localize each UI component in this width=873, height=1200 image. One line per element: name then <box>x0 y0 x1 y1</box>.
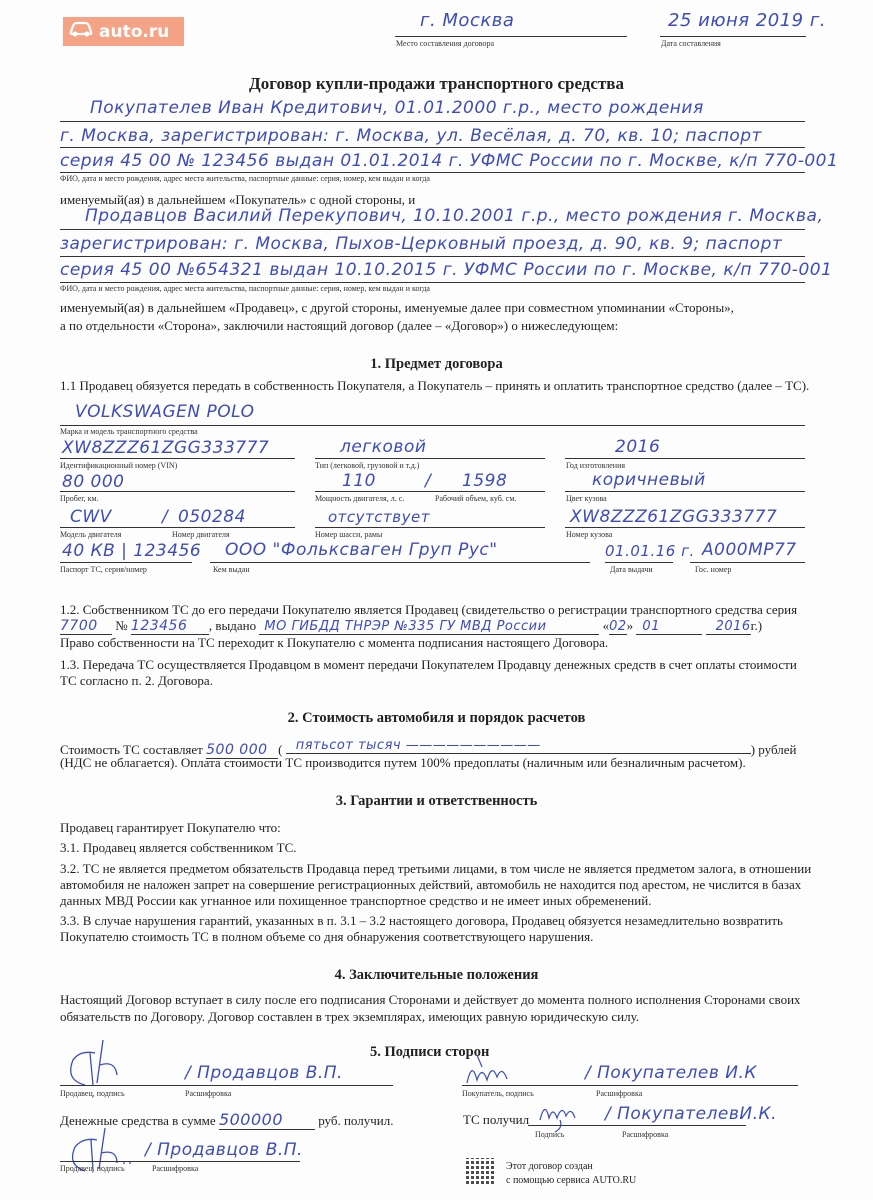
seller-name: / Продавцов В.П. <box>185 1063 343 1083</box>
money-suffix: руб. получил. <box>318 1113 394 1128</box>
page-title: Договор купли-продажи транспортного средства <box>249 74 624 93</box>
issued-label: , выдано <box>208 618 257 633</box>
buyer-line-3: серия 45 00 № 123456 выдан 01.01.2014 г. УФМС России по г. Москве, к/п 770-001 <box>60 151 839 171</box>
reg-issued-by: МО ГИБДД ТНРЭР №335 ГУ МВД России <box>259 619 599 635</box>
auto-ru-logo <box>63 17 184 46</box>
cost-label: Стоимость ТС составляет <box>60 742 203 757</box>
qr-code-icon <box>466 1158 494 1186</box>
year-label: Год изготовления <box>566 461 626 470</box>
reg-month: 01 <box>636 619 702 635</box>
body-color: коричневый <box>592 470 706 490</box>
buyer-name: / Покупателев И.К <box>585 1063 757 1083</box>
pts-number: 40 КВ | 123456 <box>62 541 202 561</box>
money-value: 500000 <box>219 1110 315 1130</box>
p-1-2-line-3: Право собственности на ТС переходит к Покупателю с момента подписания настоящего Договора. <box>60 635 609 650</box>
s4-line: Настоящий Договор вступает в силу после его подписания Сторонами и действует до момента полного исполнения Сторонами своих <box>60 992 801 1007</box>
seller-line-2: зарегистрирован: г. Москва, Пыхов-Церковный проезд, д. 90, кв. 9; паспорт <box>60 234 783 254</box>
section-3-heading: 3. Гарантии и ответственность <box>335 793 538 809</box>
seller-after-1: именуемый(ая) в дальнейшем «Продавец», с другой стороны, именуемые далее при совместном упоминании «Стороны», <box>60 300 734 315</box>
buyer-name-2: / ПокупателевИ.К. <box>605 1104 777 1124</box>
buyer-signature-label: Покупатель, подпись <box>462 1089 534 1098</box>
vehicle-type-label: Тип (легковой, грузовой и т.д.) <box>315 461 420 470</box>
vehicle-make: VOLKSWAGEN POLO <box>75 402 255 422</box>
engine-power-label: Мощность двигателя, л. с. <box>315 494 405 503</box>
place-label: Место составления договора <box>396 39 495 48</box>
pts-issuer: ООО "Фольксваген Груп Рус" <box>225 540 498 560</box>
vehicle-type: легковой <box>340 437 427 457</box>
cost-value: 500 000 <box>206 742 278 759</box>
section-2-heading: 2. Стоимость автомобиля и порядок расчетов <box>287 710 586 726</box>
footer-line-1: Этот договор создан <box>506 1161 593 1172</box>
separator: / <box>162 507 169 527</box>
s3-line: 3.2. ТС не является предметом обязательств Продавца перед третьими лицами, в том числе не является предметом залога, в отношении <box>60 861 812 876</box>
section-1-heading: 1. Предмет договора <box>370 356 503 372</box>
p-1-2-text: 1.2. Собственником ТС до его передачи Покупателю является Продавец (свидетельство о регистрации транспортного средства серия <box>60 602 798 617</box>
engine-model: CWV <box>70 507 112 527</box>
engine-number: 050284 <box>178 507 246 527</box>
seller-signature <box>55 1035 145 1090</box>
section-5-heading: 5. Подписи сторон <box>370 1044 490 1060</box>
p-1-2-line-2 <box>60 618 810 635</box>
quote-open: « <box>602 618 610 633</box>
decode-label: Расшифровка <box>596 1089 643 1098</box>
reg-year: 2016 <box>706 619 751 635</box>
cost-words: пятьсот тысяч —————————— <box>286 738 751 754</box>
s4-line: обязательств по Договору. Договор составлен в трех экземплярах, имеющих равную юридическую силу. <box>60 1009 640 1024</box>
s3-line: Покупателю стоимость ТС в полном объеме со дня обнаружения соответствующего нарушения. <box>60 929 594 944</box>
pts-label: Паспорт ТС, серия/номер <box>60 565 147 574</box>
body-number-label: Номер кузова <box>566 530 613 539</box>
vin: XW8ZZZ61ZGG333777 <box>62 438 270 458</box>
buyer-line-1: Покупателев Иван Кредитович, 01.01.2000 г.р., место рождения <box>90 98 704 118</box>
received-label: ТС получил <box>463 1112 530 1127</box>
seller-signature-label: Продавец, подпись <box>60 1164 125 1173</box>
p-1-1: 1.1 Продавец обязуется передать в собственность Покупателя, а Покупатель – принять и оплатить транспортное средство (далее – ТС). <box>60 378 810 393</box>
decode-label: Расшифровка <box>152 1164 199 1173</box>
seller-after-2: а по отдельности «Сторона», заключили настоящий договор (далее – «Договор») о нижеследующем: <box>60 318 619 333</box>
buyer-signature <box>462 1055 532 1089</box>
body-number: XW8ZZZ61ZGG333777 <box>570 507 778 527</box>
vin-label: Идентификационный номер (VIN) <box>60 461 178 470</box>
buyer-label: ФИО, дата и место рождения, адрес места жительства, паспортные данные: серия, номер, кем выдан и когда <box>60 174 430 183</box>
s3-line: автомобиля не наложен запрет на совершение регистрационных действий, автомобиль не находится под арестом, не числится в базах <box>60 877 802 892</box>
reg-day: 02 <box>609 619 627 634</box>
pts-issue-date: 01.01.16 г. <box>605 542 695 560</box>
cost-suffix: ) рублей <box>750 742 797 757</box>
reg-series: 7700 <box>60 618 112 635</box>
seller-name-2: / Продавцов В.П. <box>145 1140 303 1160</box>
p-1-3-line-2: ТС согласно п. 2. Договора. <box>60 673 213 688</box>
seller-signature-label: Продавец, подпись <box>60 1089 125 1098</box>
cost-line-2: (НДС не облагается). Оплата стоимости ТС производится путем 100% предоплаты (наличным или безналичным расчетом). <box>60 755 746 770</box>
engine-power: 110 <box>342 471 376 491</box>
s3-line: 3.3. В случае нарушения гарантий, указанных в п. 3.1 – 3.2 настоящего договора, Продавец обязуется незамедлительно возвратить <box>60 913 783 928</box>
buyer-after: именуемый(ая) в дальнейшем «Покупатель» с одной стороны, и <box>60 192 416 207</box>
reg-number: 123456 <box>131 618 209 635</box>
separator: / <box>425 471 432 491</box>
date-value: 25 июня 2019 г. <box>668 10 827 31</box>
chassis-number: отсутствует <box>328 508 430 526</box>
engine-number-label: Номер двигателя <box>172 530 230 539</box>
seller-label: ФИО, дата и место рождения, адрес места жительства, паспортные данные: серия, номер, кем выдан и когда <box>60 284 430 293</box>
place-value: г. Москва <box>420 10 515 31</box>
year: 2016 <box>615 437 661 457</box>
year-suffix: г.) <box>750 618 763 633</box>
decode-label: Расшифровка <box>622 1130 669 1139</box>
section-4-heading: 4. Заключительные положения <box>334 967 539 983</box>
date-label: Дата составления <box>661 39 721 48</box>
engine-model-label: Модель двигателя <box>60 530 122 539</box>
mileage-label: Пробег, км. <box>60 494 99 503</box>
p-1-3-line-1: 1.3. Передача ТС осуществляется Продавцом в момент передачи Покупателем Продавцу денежных средств в счет оплаты стоимости <box>60 657 797 672</box>
pts-issue-date-label: Дата выдачи <box>610 565 653 574</box>
seller-line-1: Продавцов Василий Перекупович, 10.10.2001 г.р., место рождения г. Москва, <box>85 206 824 226</box>
plate-label: Гос. номер <box>695 565 732 574</box>
paren: ( <box>278 742 283 757</box>
pts-issuer-label: Кем выдан <box>213 565 250 574</box>
car-icon <box>68 20 94 43</box>
engine-volume: 1598 <box>462 471 508 491</box>
decode-label: Расшифровка <box>185 1089 232 1098</box>
s3-line: 3.1. Продавец является собственником ТС. <box>60 840 297 855</box>
s3-line: Продавец гарантирует Покупателю что: <box>60 820 281 835</box>
no-label: № <box>115 618 128 633</box>
seller-line-3: серия 45 00 №654321 выдан 10.10.2015 г. УФМС России по г. Москве, к/п 770-001 <box>60 260 833 280</box>
footer-line-2: с помощью сервиса AUTO.RU <box>506 1175 637 1186</box>
s3-line: данных МВД России как угнанное или похищенное транспортное средство и не имеет иных обременений. <box>60 893 652 908</box>
plate-number: А000МР77 <box>702 540 797 560</box>
buyer-line-2: г. Москва, зарегистрирован: г. Москва, ул. Весёлая, д. 70, кв. 10; паспорт <box>60 126 762 146</box>
body-color-label: Цвет кузова <box>566 494 607 503</box>
vehicle-make-label: Марка и модель транспортного средства <box>60 427 198 436</box>
money-label: Денежные средства в сумме <box>60 1113 216 1128</box>
quote-close: » <box>626 618 634 633</box>
buyer-signature-2 <box>535 1098 585 1134</box>
logo-text: auto.ru <box>99 21 170 42</box>
chassis-label: Номер шасси, рамы <box>315 530 383 539</box>
signature-label: Подпись <box>535 1130 565 1139</box>
engine-volume-label: Рабочий объем, куб. см. <box>435 494 517 503</box>
mileage: 80 000 <box>62 472 125 492</box>
